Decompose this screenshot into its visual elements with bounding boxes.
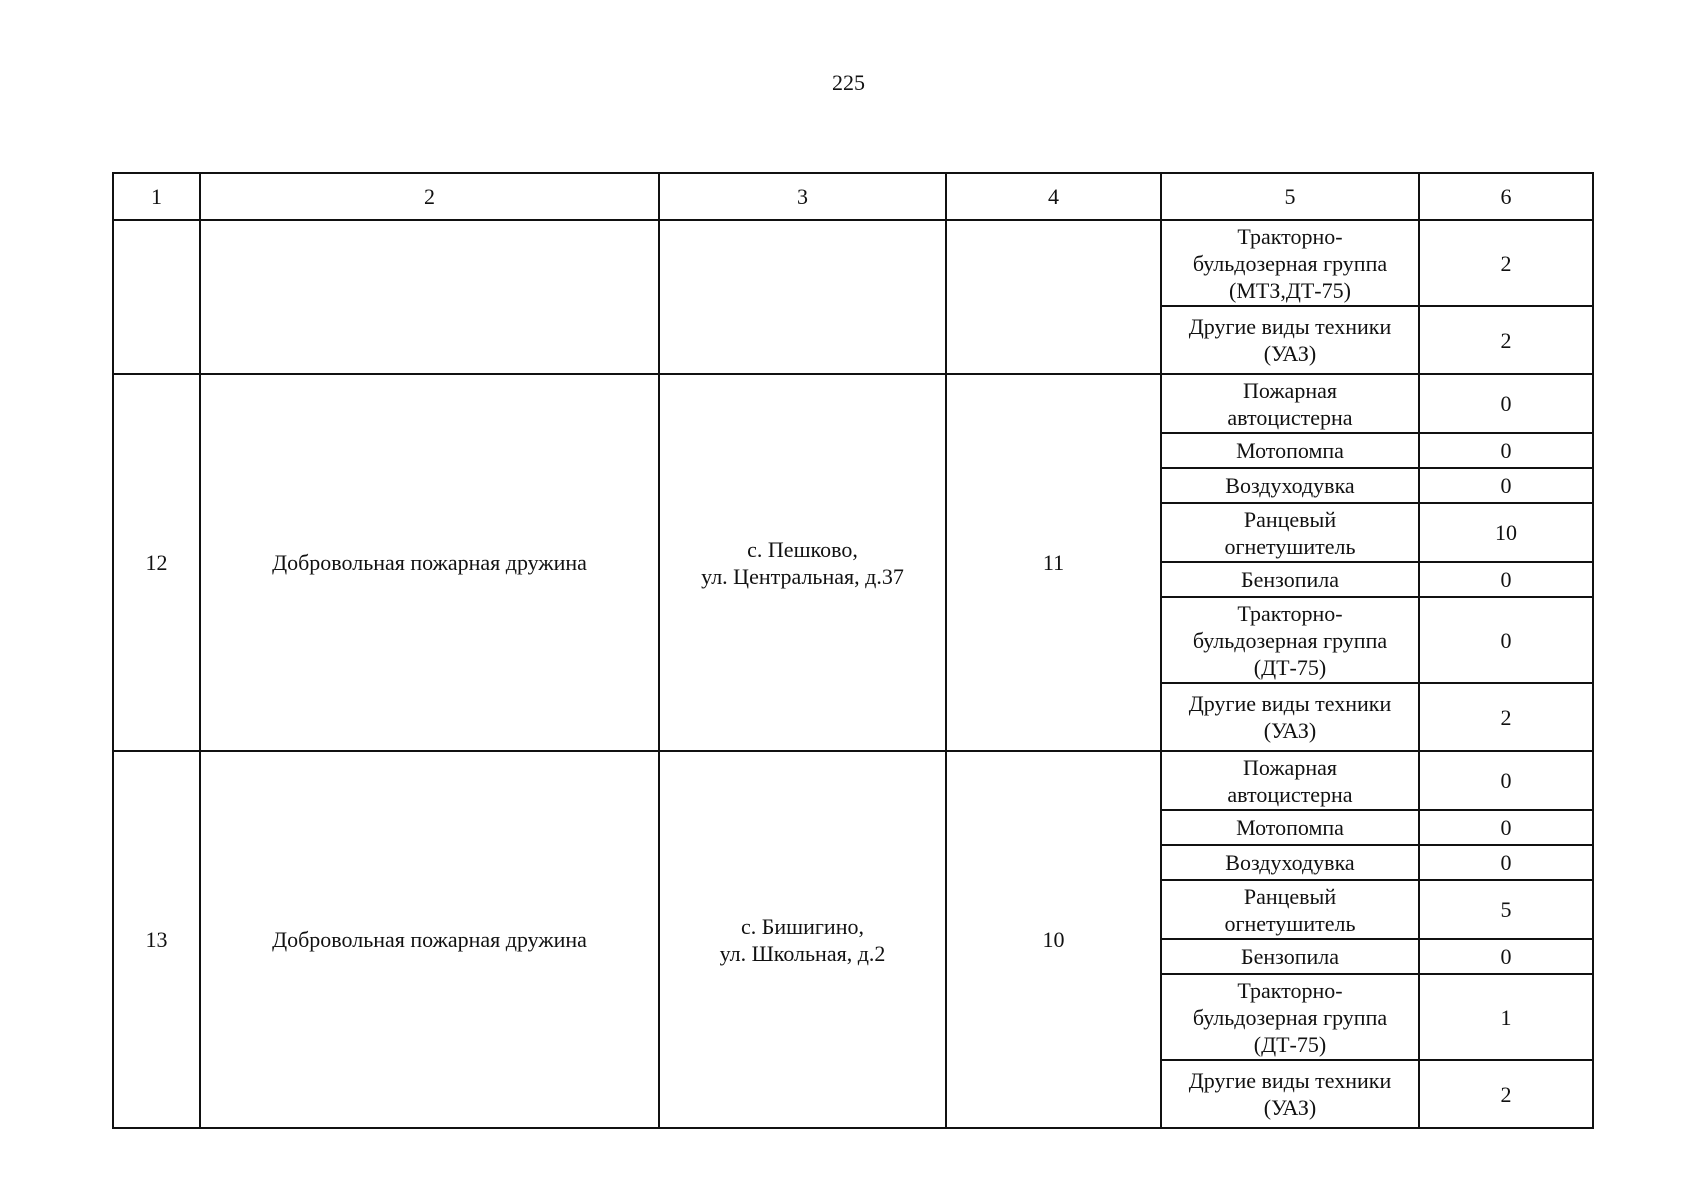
header-cell-1: 1: [113, 173, 200, 220]
entry-personnel-cell: 11: [946, 374, 1161, 751]
equipment-count-cell: 2: [1419, 220, 1593, 306]
equipment-name-cell: Другие виды техники (УАЗ): [1161, 1060, 1419, 1128]
equipment-count-cell: 0: [1419, 751, 1593, 810]
equipment-name-cell: Другие виды техники (УАЗ): [1161, 683, 1419, 751]
page-number: 225: [832, 70, 865, 95]
entry-address-cell: с. Пешково, ул. Центральная, д.37: [659, 374, 946, 751]
equipment-name-cell: Пожарная автоцистерна: [1161, 751, 1419, 810]
equipment-count-cell: 0: [1419, 939, 1593, 974]
equipment-count-cell: 0: [1419, 845, 1593, 880]
equipment-count-cell: 5: [1419, 880, 1593, 939]
equipment-name-cell: Бензопила: [1161, 562, 1419, 597]
equipment-name-cell: Воздуходувка: [1161, 468, 1419, 503]
equipment-count-cell: 0: [1419, 374, 1593, 433]
equipment-count-cell: 2: [1419, 306, 1593, 374]
header-cell-6: 6: [1419, 173, 1593, 220]
continuation-empty-cell: [200, 220, 659, 374]
continuation-empty-cell: [659, 220, 946, 374]
continuation-empty-cell: [946, 220, 1161, 374]
equipment-name-cell: Тракторно- бульдозерная группа (МТЗ,ДТ-75): [1161, 220, 1419, 306]
header-cell-4: 4: [946, 173, 1161, 220]
entry-name-cell: Добровольная пожарная дружина: [200, 374, 659, 751]
header-cell-5: 5: [1161, 173, 1419, 220]
entry-address-cell: с. Бишигино, ул. Школьная, д.2: [659, 751, 946, 1128]
header-cell-3: 3: [659, 173, 946, 220]
equipment-name-cell: Ранцевый огнетушитель: [1161, 880, 1419, 939]
equipment-name-cell: Мотопомпа: [1161, 433, 1419, 468]
entry-number-cell: 13: [113, 751, 200, 1128]
equipment-count-cell: 1: [1419, 974, 1593, 1060]
equipment-name-cell: Тракторно- бульдозерная группа (ДТ-75): [1161, 597, 1419, 683]
equipment-count-cell: 0: [1419, 810, 1593, 845]
equipment-name-cell: Бензопила: [1161, 939, 1419, 974]
continuation-empty-cell: [113, 220, 200, 374]
entry-name-cell: Добровольная пожарная дружина: [200, 751, 659, 1128]
equipment-name-cell: Ранцевый огнетушитель: [1161, 503, 1419, 562]
equipment-table: [112, 172, 1594, 1129]
table-row: [113, 374, 1593, 433]
equipment-count-cell: 10: [1419, 503, 1593, 562]
equipment-count-cell: 0: [1419, 468, 1593, 503]
equipment-name-cell: Мотопомпа: [1161, 810, 1419, 845]
header-row: [113, 173, 1593, 220]
equipment-count-cell: 0: [1419, 597, 1593, 683]
equipment-name-cell: Воздуходувка: [1161, 845, 1419, 880]
entry-number-cell: 12: [113, 374, 200, 751]
equipment-count-cell: 0: [1419, 562, 1593, 597]
table-row: [113, 220, 1593, 306]
equipment-name-cell: Другие виды техники (УАЗ): [1161, 306, 1419, 374]
equipment-count-cell: 2: [1419, 1060, 1593, 1128]
equipment-count-cell: 2: [1419, 683, 1593, 751]
table-row: [113, 751, 1593, 810]
equipment-name-cell: Пожарная автоцистерна: [1161, 374, 1419, 433]
entry-personnel-cell: 10: [946, 751, 1161, 1128]
equipment-count-cell: 0: [1419, 433, 1593, 468]
equipment-name-cell: Тракторно- бульдозерная группа (ДТ-75): [1161, 974, 1419, 1060]
header-cell-2: 2: [200, 173, 659, 220]
